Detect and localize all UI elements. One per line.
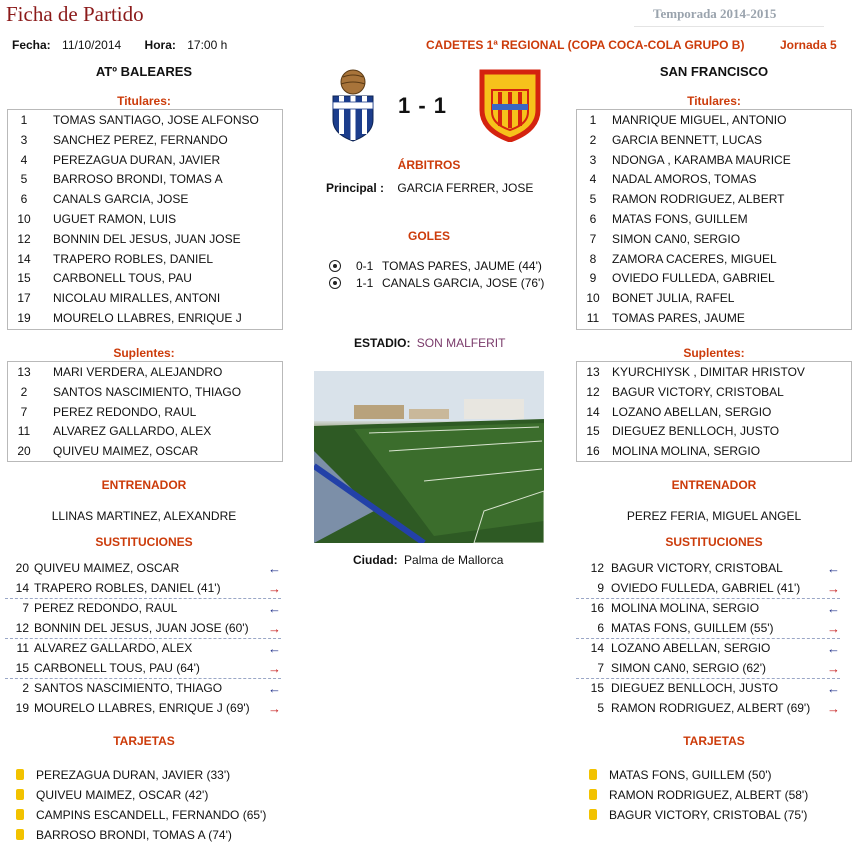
substitution-out-row[interactable] bbox=[5, 659, 281, 679]
arrow-left-icon: ← bbox=[268, 601, 281, 616]
player-row[interactable] bbox=[8, 210, 282, 230]
arrow-left-icon: ← bbox=[827, 681, 840, 696]
player-row[interactable] bbox=[8, 269, 282, 289]
player-number: 9 bbox=[597, 580, 604, 595]
player-row[interactable] bbox=[8, 111, 282, 131]
player-name[interactable]: CARBONELL TOUS, PAU (64') bbox=[34, 660, 200, 675]
arrow-right-icon: → bbox=[268, 580, 281, 596]
player-number: 3 bbox=[20, 132, 28, 147]
player-number: 5 bbox=[20, 172, 28, 187]
player-row[interactable] bbox=[8, 190, 282, 210]
carded-player[interactable]: MATAS FONS, GUILLEM (50') bbox=[609, 768, 772, 782]
yellow-card-icon bbox=[589, 789, 597, 800]
player-number: 7 bbox=[597, 660, 604, 675]
match-meta bbox=[12, 38, 227, 52]
player-row[interactable] bbox=[8, 230, 282, 250]
yellow-card-icon bbox=[16, 829, 24, 840]
stadium-photo[interactable] bbox=[314, 371, 544, 543]
player-number: 20 bbox=[15, 561, 29, 575]
substitution-out-row[interactable] bbox=[576, 579, 840, 599]
player-row[interactable] bbox=[577, 309, 851, 329]
player-number: 7 bbox=[589, 231, 597, 246]
city-label: Ciudad: bbox=[353, 553, 398, 567]
player-name[interactable]: MOLINA MOLINA, SERGIO bbox=[611, 601, 760, 615]
player-number: 5 bbox=[589, 192, 597, 207]
card-row[interactable] bbox=[16, 825, 286, 845]
player-name[interactable]: ZAMORA CACERES, MIGUEL bbox=[612, 251, 777, 266]
away-team-name[interactable]: SAN FRANCISCO bbox=[659, 64, 769, 79]
player-name[interactable]: SIMON CAN0, SERGIO (62') bbox=[611, 660, 766, 675]
away-cards-heading: TARJETAS bbox=[683, 734, 745, 748]
player-number: 13 bbox=[586, 365, 600, 379]
carded-player[interactable]: RAMON RODRIGUEZ, ALBERT (58') bbox=[609, 788, 809, 802]
player-name[interactable]: NDONGA , KARAMBA MAURICE bbox=[612, 152, 791, 167]
substitution-in-row[interactable] bbox=[5, 559, 281, 579]
player-number: 14 bbox=[590, 641, 604, 655]
yellow-card-icon bbox=[16, 789, 24, 800]
player-name[interactable]: MANRIQUE MIGUEL, ANTONIO bbox=[612, 113, 787, 127]
yellow-card-icon bbox=[589, 809, 597, 820]
arrow-right-icon: → bbox=[268, 660, 281, 676]
player-row[interactable] bbox=[8, 383, 282, 403]
goal-score: 1-1 bbox=[356, 276, 374, 290]
carded-player[interactable]: BAGUR VICTORY, CRISTOBAL (75') bbox=[609, 808, 808, 822]
card-row[interactable] bbox=[589, 785, 849, 805]
player-number: 12 bbox=[590, 561, 604, 575]
away-subs-list bbox=[576, 361, 852, 462]
goal-scorer[interactable]: TOMAS PARES, JAUME (44') bbox=[382, 259, 542, 273]
home-starters-heading: Titulares: bbox=[117, 94, 171, 108]
substitution-out-row[interactable] bbox=[576, 699, 840, 719]
card-row[interactable] bbox=[589, 765, 849, 785]
arrow-right-icon: → bbox=[268, 620, 281, 636]
substitution-in-row[interactable] bbox=[576, 559, 840, 579]
player-name[interactable]: CARBONELL TOUS, PAU bbox=[53, 271, 192, 286]
player-name[interactable]: TRAPERO ROBLES, DANIEL bbox=[53, 251, 214, 266]
stadium-info bbox=[354, 336, 505, 350]
arrow-left-icon: ← bbox=[268, 681, 281, 696]
substitution-out-row[interactable] bbox=[5, 699, 281, 719]
player-number: 3 bbox=[589, 152, 597, 167]
principal-referee bbox=[326, 181, 533, 195]
player-number: 7 bbox=[22, 601, 29, 615]
home-starters-list bbox=[7, 109, 283, 330]
goals-list bbox=[329, 258, 569, 292]
player-row[interactable] bbox=[577, 363, 851, 383]
player-number: 17 bbox=[17, 291, 31, 306]
home-cards-list bbox=[16, 765, 286, 845]
player-number: 2 bbox=[589, 132, 597, 147]
substitution-in-row[interactable] bbox=[5, 639, 281, 659]
player-row[interactable] bbox=[577, 230, 851, 250]
goal-scorer[interactable]: CANALS GARCIA, JOSE (76') bbox=[382, 276, 545, 290]
player-name[interactable]: PEREZAGUA DURAN, JAVIER bbox=[53, 152, 221, 167]
player-name[interactable]: MATAS FONS, GUILLEM (55') bbox=[611, 620, 774, 635]
substitution-in-row[interactable] bbox=[576, 679, 840, 699]
player-name[interactable]: SIMON CAN0, SERGIO bbox=[612, 231, 741, 246]
home-subs-heading: Suplentes: bbox=[113, 346, 175, 360]
yellow-card-icon bbox=[16, 769, 24, 780]
arrow-left-icon: ← bbox=[827, 641, 840, 656]
arrow-left-icon: ← bbox=[268, 641, 281, 656]
player-number: 6 bbox=[589, 211, 597, 226]
player-name[interactable]: RAMON RODRIGUEZ, ALBERT bbox=[612, 192, 785, 207]
player-name[interactable]: SANCHEZ PEREZ, FERNANDO bbox=[53, 132, 228, 147]
substitution-out-row[interactable] bbox=[576, 659, 840, 679]
player-name[interactable]: ALVAREZ GALLARDO, ALEX bbox=[34, 641, 193, 655]
player-row[interactable] bbox=[577, 210, 851, 230]
player-row[interactable] bbox=[8, 403, 282, 423]
player-name[interactable]: DIEGUEZ BENLLOCH, JUSTO bbox=[612, 424, 780, 439]
player-name[interactable]: OVIEDO FULLEDA, GABRIEL bbox=[612, 271, 775, 286]
player-name[interactable]: MATAS FONS, GUILLEM bbox=[612, 211, 748, 226]
player-number: 12 bbox=[17, 231, 31, 246]
carded-player[interactable]: QUIVEU MAIMEZ, OSCAR (42') bbox=[36, 788, 209, 802]
substitution-in-row[interactable] bbox=[5, 679, 281, 699]
home-cards-heading: TARJETAS bbox=[113, 734, 175, 748]
stadium-label: ESTADIO: bbox=[354, 336, 411, 350]
card-row[interactable] bbox=[16, 805, 286, 825]
substitution-in-row[interactable] bbox=[5, 599, 281, 619]
player-name[interactable]: TRAPERO ROBLES, DANIEL (41') bbox=[34, 580, 221, 595]
player-number: 5 bbox=[597, 700, 604, 715]
substitution-in-row[interactable] bbox=[576, 639, 840, 659]
player-number: 14 bbox=[15, 580, 29, 595]
player-row[interactable] bbox=[8, 289, 282, 309]
player-number: 4 bbox=[20, 152, 28, 167]
player-row[interactable] bbox=[8, 131, 282, 151]
player-number: 16 bbox=[586, 444, 600, 459]
stadium-name[interactable]: SON MALFERIT bbox=[416, 336, 506, 350]
player-name[interactable]: GARCIA BENNETT, LUCAS bbox=[612, 132, 763, 147]
player-number: 10 bbox=[17, 211, 31, 226]
away-coach-name: PEREZ FERIA, MIGUEL ANGEL bbox=[626, 509, 802, 523]
player-row[interactable] bbox=[577, 383, 851, 403]
home-team-name[interactable]: ATº BALEARES bbox=[95, 64, 193, 79]
away-substitutions-list bbox=[576, 559, 840, 718]
player-number: 2 bbox=[22, 681, 29, 695]
carded-player[interactable]: BARROSO BRONDI, TOMAS A (74') bbox=[36, 828, 232, 842]
player-number: 15 bbox=[15, 660, 29, 675]
player-name[interactable]: KYURCHIYSK , DIMITAR HRISTOV bbox=[612, 365, 805, 379]
season-divider bbox=[634, 26, 824, 27]
home-substitutions-heading: SUSTITUCIONES bbox=[95, 535, 193, 549]
player-row[interactable] bbox=[577, 131, 851, 151]
arrow-right-icon: → bbox=[827, 700, 840, 716]
player-number: 12 bbox=[15, 620, 29, 635]
goal-score: 0-1 bbox=[356, 259, 374, 273]
player-number: 2 bbox=[20, 384, 28, 399]
player-number: 11 bbox=[17, 424, 31, 439]
player-number: 14 bbox=[17, 251, 31, 266]
player-name[interactable]: BONET JULIA, RAFEL bbox=[612, 291, 735, 306]
away-substitutions-heading: SUSTITUCIONES bbox=[665, 535, 763, 549]
home-substitutions-list bbox=[5, 559, 281, 718]
player-row[interactable] bbox=[577, 289, 851, 309]
player-name[interactable]: DIEGUEZ BENLLOCH, JUSTO bbox=[611, 681, 779, 695]
referees-heading: ÁRBITROS bbox=[397, 158, 461, 172]
away-coach-heading: ENTRENADOR bbox=[671, 478, 757, 492]
yellow-card-icon bbox=[589, 769, 597, 780]
player-name[interactable]: PEREZ REDONDO, RAUL bbox=[34, 601, 178, 615]
player-number: 1 bbox=[20, 113, 28, 127]
player-name[interactable]: QUIVEU MAIMEZ, OSCAR bbox=[53, 444, 199, 459]
player-row[interactable] bbox=[577, 403, 851, 423]
player-name[interactable]: CANALS GARCIA, JOSE bbox=[53, 192, 189, 207]
city-name: Palma de Mallorca bbox=[404, 553, 504, 567]
player-name[interactable]: RAMON RODRIGUEZ, ALBERT (69') bbox=[611, 700, 811, 715]
substitution-out-row[interactable] bbox=[576, 619, 840, 639]
match-time: 17:00 h bbox=[187, 38, 228, 52]
date-label: Fecha: bbox=[12, 38, 51, 52]
player-name[interactable]: PEREZ REDONDO, RAUL bbox=[53, 404, 197, 419]
player-row[interactable] bbox=[577, 442, 851, 462]
substitution-out-row[interactable] bbox=[5, 579, 281, 599]
player-name[interactable]: OVIEDO FULLEDA, GABRIEL (41') bbox=[611, 580, 801, 595]
soccer-ball-icon bbox=[329, 260, 341, 272]
season-label: Temporada 2014-2015 bbox=[653, 6, 777, 21]
player-name[interactable]: LOZANO ABELLAN, SERGIO bbox=[612, 404, 772, 419]
player-number: 11 bbox=[586, 310, 600, 325]
player-name[interactable]: MARI VERDERA, ALEJANDRO bbox=[53, 365, 223, 379]
player-name[interactable]: BAGUR VICTORY, CRISTOBAL bbox=[612, 384, 784, 399]
carded-player[interactable]: PEREZAGUA DURAN, JAVIER (33') bbox=[36, 768, 231, 782]
player-name[interactable]: QUIVEU MAIMEZ, OSCAR bbox=[34, 561, 180, 575]
home-subs-list bbox=[7, 361, 283, 462]
player-number: 1 bbox=[589, 113, 597, 127]
substitution-out-row[interactable] bbox=[5, 619, 281, 639]
page-title: Ficha de Partido bbox=[6, 2, 144, 26]
away-crest-icon[interactable] bbox=[478, 68, 542, 142]
player-number: 7 bbox=[20, 404, 28, 419]
card-row[interactable] bbox=[16, 765, 286, 785]
player-row[interactable] bbox=[8, 309, 282, 329]
player-name[interactable]: SANTOS NASCIMIENTO, THIAGO bbox=[53, 384, 242, 399]
away-starters-list bbox=[576, 109, 852, 330]
player-name[interactable]: BAGUR VICTORY, CRISTOBAL bbox=[611, 561, 783, 575]
player-number: 12 bbox=[586, 384, 600, 399]
arrow-left-icon: ← bbox=[268, 561, 281, 576]
player-row[interactable] bbox=[577, 422, 851, 442]
round-label: Jornada 5 bbox=[780, 38, 837, 52]
player-row[interactable] bbox=[8, 151, 282, 171]
principal-label: Principal : bbox=[326, 181, 385, 195]
player-number: 14 bbox=[586, 404, 600, 419]
player-row[interactable] bbox=[577, 250, 851, 270]
home-crest-icon[interactable] bbox=[330, 68, 376, 142]
player-number: 6 bbox=[597, 620, 604, 635]
player-name[interactable]: TOMAS PARES, JAUME bbox=[612, 310, 745, 325]
player-name[interactable]: MOLINA MOLINA, SERGIO bbox=[612, 444, 761, 459]
away-starters-heading: Titulares: bbox=[687, 94, 741, 108]
player-row[interactable] bbox=[8, 250, 282, 270]
player-row[interactable] bbox=[8, 442, 282, 462]
player-number: 8 bbox=[589, 251, 597, 266]
player-number: 4 bbox=[589, 172, 597, 187]
player-row[interactable] bbox=[8, 170, 282, 190]
carded-player[interactable]: CAMPINS ESCANDELL, FERNANDO (65') bbox=[36, 808, 267, 822]
match-date: 11/10/2014 bbox=[62, 38, 122, 52]
arrow-right-icon: → bbox=[827, 620, 840, 636]
player-number: 6 bbox=[20, 192, 28, 207]
player-number: 9 bbox=[589, 271, 597, 286]
player-row[interactable] bbox=[577, 190, 851, 210]
goal-row bbox=[329, 258, 569, 275]
player-name[interactable]: BONNIN DEL JESUS, JUAN JOSE (60') bbox=[34, 620, 249, 635]
yellow-card-icon bbox=[16, 809, 24, 820]
player-number: 19 bbox=[15, 700, 29, 715]
player-row[interactable] bbox=[8, 422, 282, 442]
player-number: 20 bbox=[17, 444, 31, 459]
arrow-left-icon: ← bbox=[827, 561, 840, 576]
away-cards-list bbox=[589, 765, 849, 825]
player-number: 16 bbox=[590, 601, 604, 615]
time-label: Hora: bbox=[144, 38, 176, 52]
away-subs-heading: Suplentes: bbox=[683, 346, 745, 360]
arrow-right-icon: → bbox=[268, 700, 281, 716]
home-coach-name: LLINAS MARTINEZ, ALEXANDRE bbox=[51, 509, 237, 523]
player-name[interactable]: BONNIN DEL JESUS, JUAN JOSE bbox=[53, 231, 241, 246]
player-number: 13 bbox=[17, 365, 31, 379]
principal-name: GARCIA FERRER, JOSE bbox=[397, 181, 534, 195]
match-score: 1 - 1 bbox=[398, 93, 448, 118]
player-name[interactable]: ALVAREZ GALLARDO, ALEX bbox=[53, 424, 212, 439]
substitution-in-row[interactable] bbox=[576, 599, 840, 619]
player-name[interactable]: MOURELO LLABRES, ENRIQUE J (69') bbox=[34, 700, 250, 715]
player-number: 15 bbox=[17, 271, 31, 286]
card-row[interactable] bbox=[589, 805, 849, 825]
home-coach-heading: ENTRENADOR bbox=[101, 478, 187, 492]
player-row[interactable] bbox=[577, 170, 851, 190]
player-name[interactable]: MOURELO LLABRES, ENRIQUE J bbox=[53, 310, 242, 325]
player-row[interactable] bbox=[577, 269, 851, 289]
player-name[interactable]: BARROSO BRONDI, TOMAS A bbox=[53, 172, 223, 187]
player-number: 15 bbox=[590, 681, 604, 695]
player-name[interactable]: SANTOS NASCIMIENTO, THIAGO bbox=[34, 681, 223, 695]
player-name[interactable]: UGUET RAMON, LUIS bbox=[53, 211, 177, 226]
player-row[interactable] bbox=[577, 111, 851, 131]
player-row[interactable] bbox=[8, 363, 282, 383]
player-name[interactable]: NICOLAU MIRALLES, ANTONI bbox=[53, 291, 221, 306]
arrow-left-icon: ← bbox=[827, 601, 840, 616]
arrow-right-icon: → bbox=[827, 580, 840, 596]
player-number: 19 bbox=[17, 310, 31, 325]
player-row[interactable] bbox=[577, 151, 851, 171]
player-number: 15 bbox=[586, 424, 600, 439]
competition-name[interactable]: CADETES 1ª REGIONAL (COPA COCA-COLA GRUPO B) bbox=[426, 38, 745, 52]
player-number: 11 bbox=[16, 641, 29, 655]
player-name[interactable]: LOZANO ABELLAN, SERGIO bbox=[611, 641, 771, 655]
player-name[interactable]: TOMAS SANTIAGO, JOSE ALFONSO bbox=[53, 113, 259, 127]
player-name[interactable]: NADAL AMOROS, TOMAS bbox=[612, 172, 757, 187]
city-info bbox=[353, 553, 503, 567]
player-number: 10 bbox=[586, 291, 600, 306]
arrow-right-icon: → bbox=[827, 660, 840, 676]
card-row[interactable] bbox=[16, 785, 286, 805]
goal-row bbox=[329, 275, 569, 292]
goals-heading: GOLES bbox=[407, 229, 450, 243]
soccer-ball-icon bbox=[329, 277, 341, 289]
